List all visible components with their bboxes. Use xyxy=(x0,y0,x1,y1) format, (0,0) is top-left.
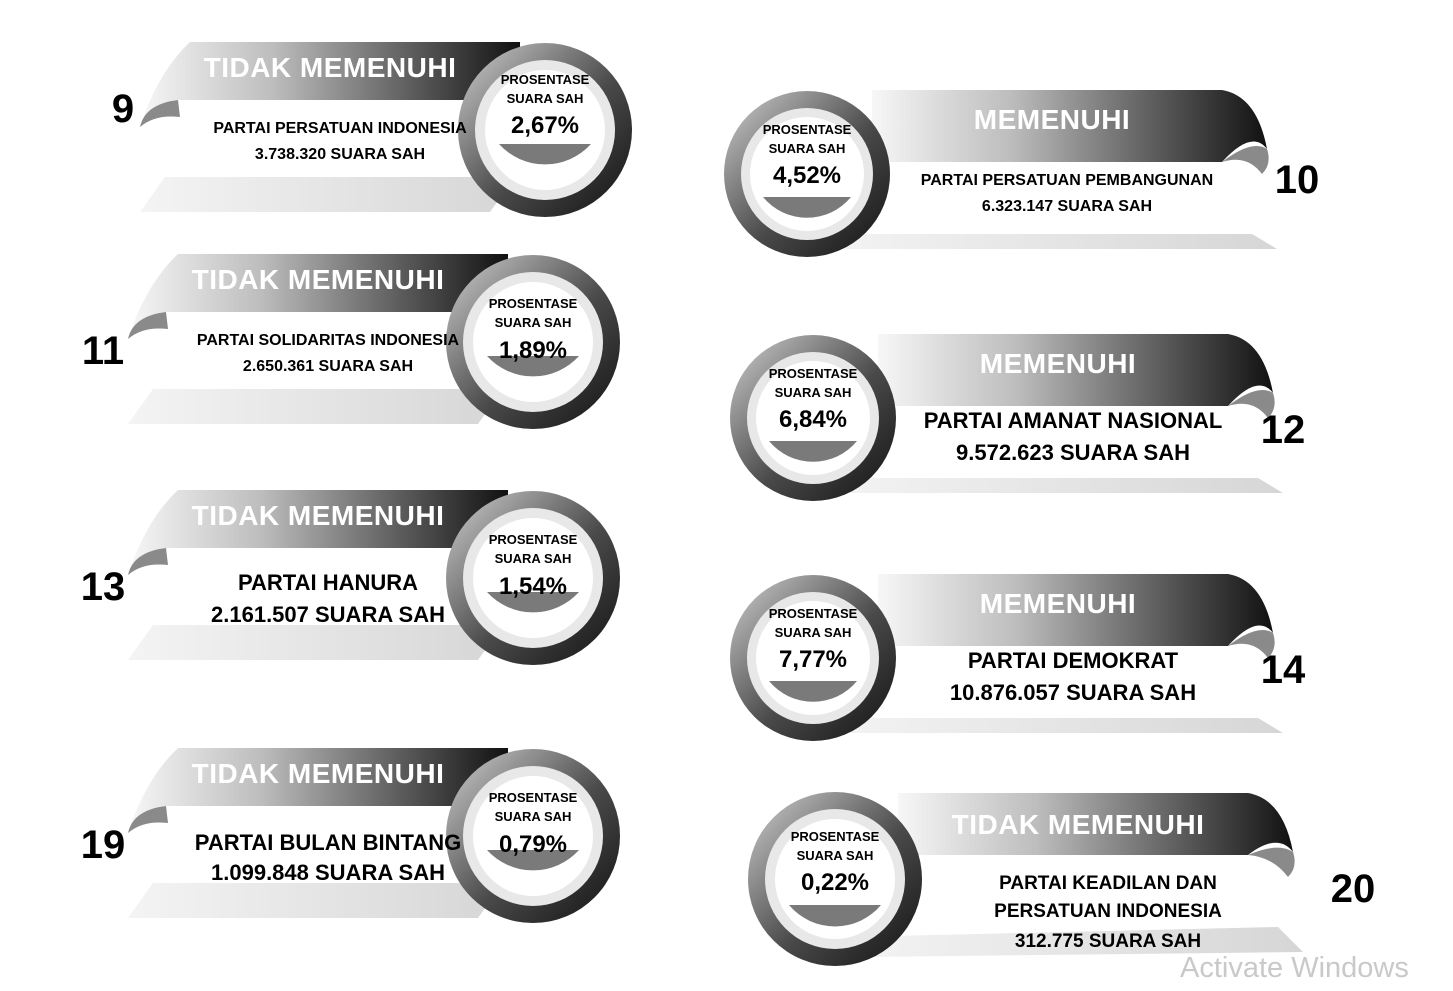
percent-value: 4,52% xyxy=(772,162,842,189)
party-card-12 xyxy=(728,328,1328,528)
party-number: 13 xyxy=(80,565,126,609)
percent-title-line-1: PROSENTASE xyxy=(768,366,858,381)
percent-title-line-2: SUARA SAH xyxy=(774,625,852,640)
party-number: 14 xyxy=(1260,648,1306,692)
percent-title xyxy=(775,827,895,865)
party-name: PARTAI PERSATUAN PEMBANGUNAN xyxy=(920,172,1214,189)
status-label: TIDAK MEMENUHI xyxy=(203,52,457,83)
party-card-10 xyxy=(722,84,1322,284)
percent-title xyxy=(473,530,593,568)
party-card-9 xyxy=(100,42,700,242)
ribbon-shadow xyxy=(822,234,1277,249)
party-votes: 9.572.623 SUARA SAH xyxy=(956,440,1190,465)
status-label: MEMENUHI xyxy=(979,588,1137,619)
party-votes: 1.099.848 SUARA SAH xyxy=(211,860,445,885)
percent-value: 1,89% xyxy=(498,337,568,364)
percent-title xyxy=(473,294,593,332)
percent-title-line-1: PROSENTASE xyxy=(768,606,858,621)
percent-title-line-2: SUARA SAH xyxy=(768,141,846,156)
percent-value: 1,54% xyxy=(498,573,568,600)
status-label: TIDAK MEMENUHI xyxy=(191,264,445,295)
percent-title xyxy=(485,70,605,108)
party-card-13 xyxy=(80,490,688,690)
status-label: TIDAK MEMENUHI xyxy=(191,758,445,789)
percent-title xyxy=(747,120,867,158)
percent-title xyxy=(753,364,873,402)
percent-title-line-2: SUARA SAH xyxy=(494,551,572,566)
percent-title-line-1: PROSENTASE xyxy=(488,296,578,311)
status-label: MEMENUHI xyxy=(979,348,1137,379)
party-name: PARTAI PERSATUAN INDONESIA xyxy=(213,120,467,137)
percent-title-line-1: PROSENTASE xyxy=(790,829,880,844)
party-number: 11 xyxy=(81,329,125,373)
percent-value: 0,22% xyxy=(800,869,870,896)
percent-title-line-2: SUARA SAH xyxy=(796,848,874,863)
ribbon-shadow xyxy=(128,625,503,660)
party-name: PARTAI KEADILAN DAN xyxy=(999,873,1217,894)
percent-title-line-1: PROSENTASE xyxy=(488,532,578,547)
party-number: 9 xyxy=(111,87,135,131)
percent-title-line-2: SUARA SAH xyxy=(494,809,572,824)
percent-title-line-1: PROSENTASE xyxy=(500,72,590,87)
party-name: PARTAI HANURA xyxy=(237,570,419,595)
ribbon-shadow xyxy=(140,177,515,212)
status-label: MEMENUHI xyxy=(973,104,1131,135)
party-number: 20 xyxy=(1330,867,1376,911)
status-label: TIDAK MEMENUHI xyxy=(951,809,1205,840)
percent-title-line-2: SUARA SAH xyxy=(774,385,852,400)
status-label: TIDAK MEMENUHI xyxy=(191,500,445,531)
percent-value: 0,79% xyxy=(498,831,568,858)
percent-title-line-2: SUARA SAH xyxy=(506,91,584,106)
party-votes: 6.323.147 SUARA SAH xyxy=(981,198,1153,215)
party-name: PARTAI SOLIDARITAS INDONESIA xyxy=(196,332,460,349)
percent-value: 7,77% xyxy=(778,646,848,673)
activate-windows-watermark: Activate Windows xyxy=(1180,952,1409,984)
percent-value: 2,67% xyxy=(510,112,580,139)
party-card-11 xyxy=(81,254,688,454)
party-votes: 312.775 SUARA SAH xyxy=(1014,931,1202,952)
party-name: PARTAI BULAN BINTANG xyxy=(194,830,462,855)
party-name: PARTAI DEMOKRAT xyxy=(967,648,1179,673)
percent-title-line-1: PROSENTASE xyxy=(762,122,852,137)
party-number: 12 xyxy=(1260,408,1306,452)
percent-title-line-2: SUARA SAH xyxy=(494,315,572,330)
ribbon-shadow xyxy=(128,883,503,918)
party-number: 10 xyxy=(1274,158,1320,202)
party-name-line-2: PERSATUAN INDONESIA xyxy=(994,901,1222,922)
party-card-19 xyxy=(80,748,688,948)
percent-title-line-1: PROSENTASE xyxy=(488,790,578,805)
party-card-14 xyxy=(728,568,1328,768)
percent-value: 6,84% xyxy=(778,406,848,433)
party-votes: 2.650.361 SUARA SAH xyxy=(242,358,414,375)
party-votes: 3.738.320 SUARA SAH xyxy=(254,146,426,163)
ribbon-shadow xyxy=(128,389,503,424)
party-votes: 2.161.507 SUARA SAH xyxy=(211,602,445,627)
ribbon-shadow xyxy=(828,718,1283,733)
party-number: 19 xyxy=(80,823,126,867)
party-votes: 10.876.057 SUARA SAH xyxy=(949,680,1197,705)
percent-title xyxy=(473,788,593,826)
ribbon-shadow xyxy=(828,478,1283,493)
party-name: PARTAI AMANAT NASIONAL xyxy=(923,408,1223,433)
percent-title xyxy=(753,604,873,642)
